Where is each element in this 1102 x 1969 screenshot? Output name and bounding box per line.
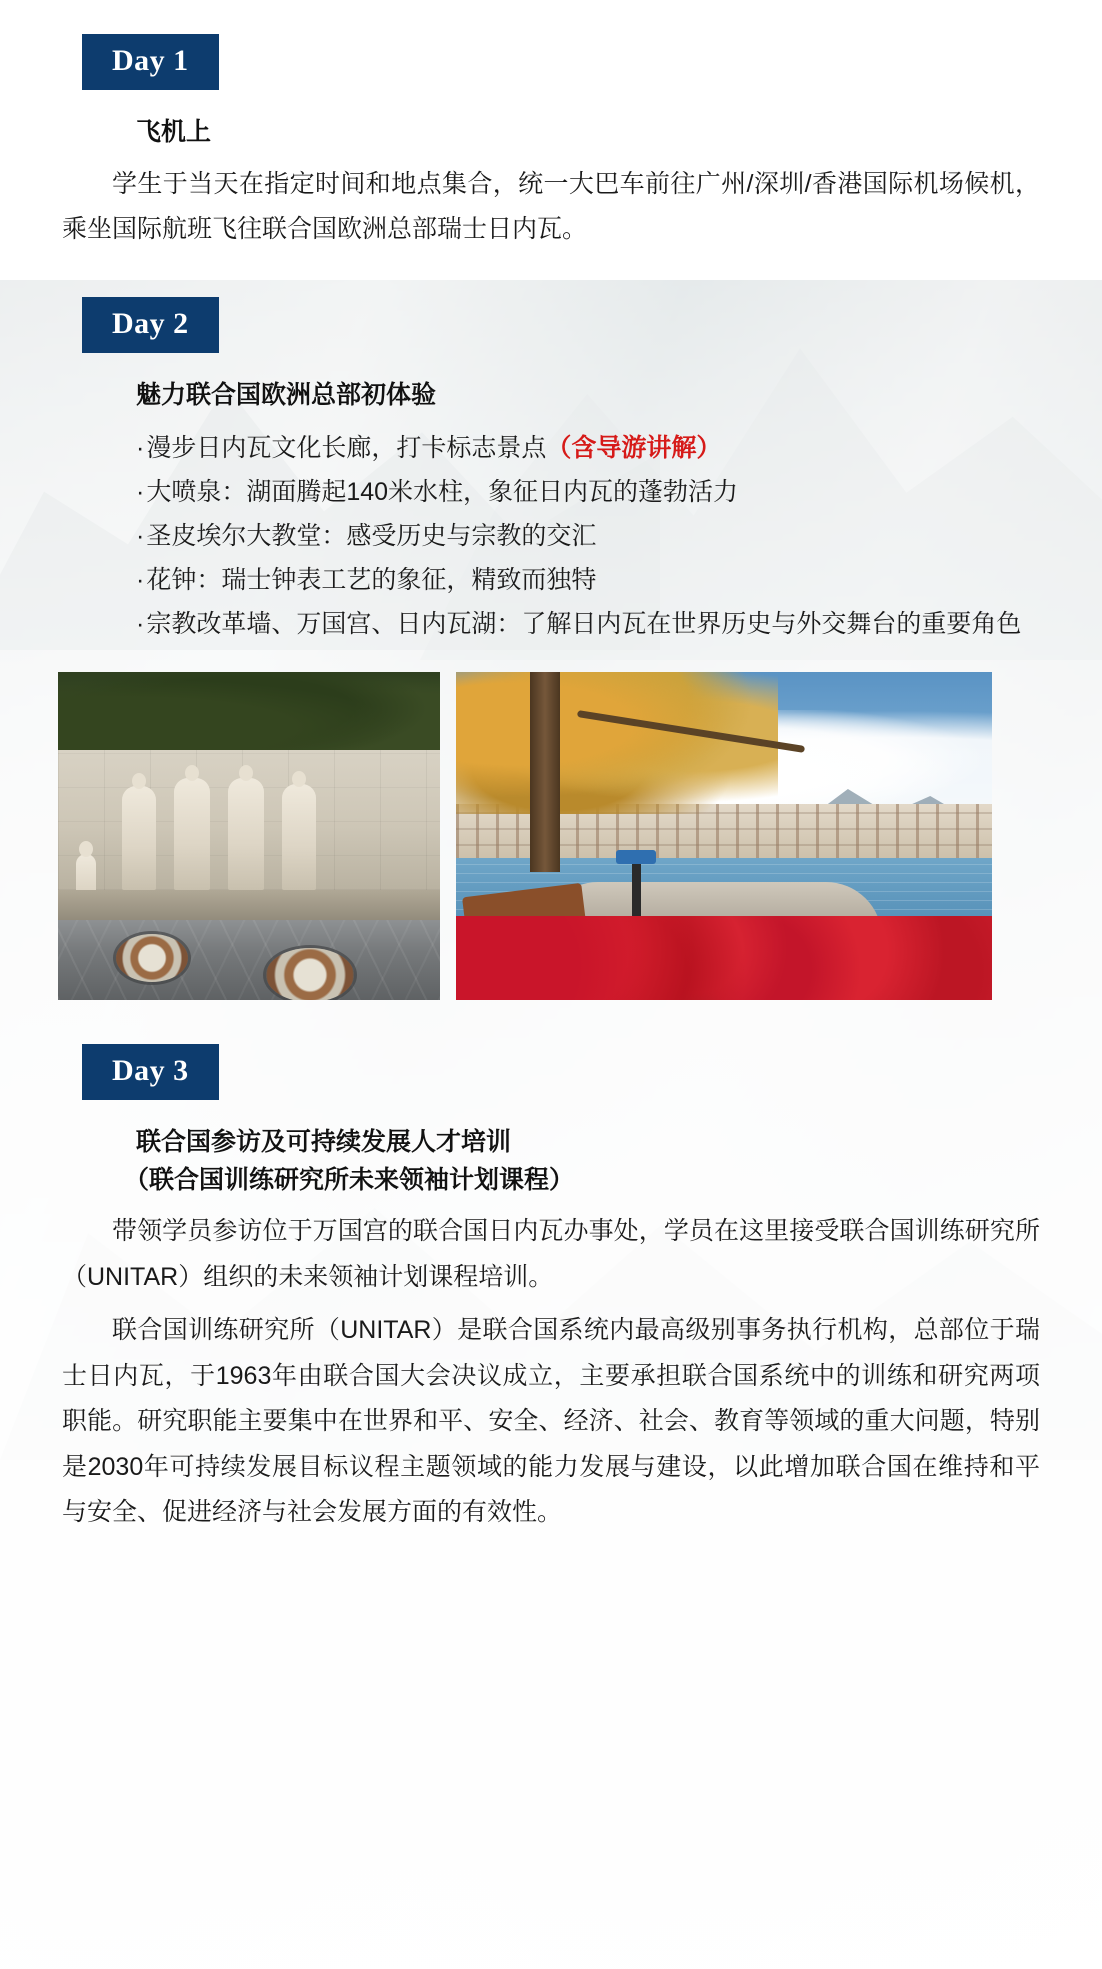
day2-badge: Day 2 — [82, 297, 219, 353]
bullet-text: 漫步日内瓦文化长廊，打卡标志景点 — [146, 434, 547, 462]
bullet-dot: · — [136, 522, 147, 550]
bullet-highlight: （含导游讲解） — [546, 434, 722, 462]
bullet-text: 宗教改革墙、万国宫、日内瓦湖：了解日内瓦在世界历史与外交舞台的重要角色 — [146, 610, 1022, 638]
day2-photo-row — [0, 646, 1102, 1000]
bullet-text: 大喷泉：湖面腾起140米水柱，象征日内瓦的蓬勃活力 — [146, 478, 739, 506]
list-item — [136, 426, 1040, 470]
day2-section — [0, 297, 1102, 353]
day3-section — [0, 1044, 1102, 1100]
bullet-dot: · — [136, 610, 147, 638]
geneva-lake-autumn-photo — [456, 672, 992, 1000]
day3-title-line2: （联合国训练研究所未来领袖计划课程） — [124, 1166, 575, 1194]
list-item — [62, 602, 1040, 646]
bullet-dot: · — [136, 566, 147, 594]
day3-paragraph-2: 联合国训练研究所（UNITAR）是联合国系统内最高级别事务执行机构，总部位于瑞士日内瓦，于1963年由联合国大会决议成立，主要承担联合国系统中的训练和研究两项职能。研究职能主要集中在世界和平、安全、经济、社会、教育等领域的重大问题，特别是2030年可持续发展目标议程主题领域的能力发展与建设，以此增加联合国在维持和平与安全、促进经济与社会发展方面的有效性。 — [62, 1316, 1040, 1526]
day2-title: 魅力联合国欧洲总部初体验 — [136, 381, 437, 409]
bullet-dot: · — [136, 434, 147, 462]
list-item — [136, 470, 1040, 514]
day3-title-line1: 联合国参访及可持续发展人才培训 — [136, 1129, 512, 1156]
day3-badge: Day 3 — [82, 1044, 219, 1100]
day2-bullet-list — [0, 426, 1102, 646]
list-item — [136, 514, 1040, 558]
bullet-dot: · — [136, 478, 147, 506]
bullet-text: 圣皮埃尔大教堂：感受历史与宗教的交汇 — [146, 522, 597, 550]
day1-paragraph: 学生于当天在指定时间和地点集合，统一大巴车前往广州/深圳/香港国际机场候机，乘坐国际航班飞往联合国欧洲总部瑞士日内瓦。 — [62, 169, 1040, 243]
day3-paragraph-1: 带领学员参访位于万国宫的联合国日内瓦办事处，学员在这里接受联合国训练研究所（UNITAR）组织的未来领袖计划课程培训。 — [62, 1217, 1040, 1291]
reformation-wall-photo — [58, 672, 440, 1000]
day1-title: 飞机上 — [136, 119, 212, 146]
list-item — [136, 558, 1040, 602]
day1-badge: Day 1 — [82, 34, 219, 90]
bullet-text: 花钟：瑞士钟表工艺的象征，精致而独特 — [146, 566, 597, 594]
day1-section — [0, 34, 1102, 90]
